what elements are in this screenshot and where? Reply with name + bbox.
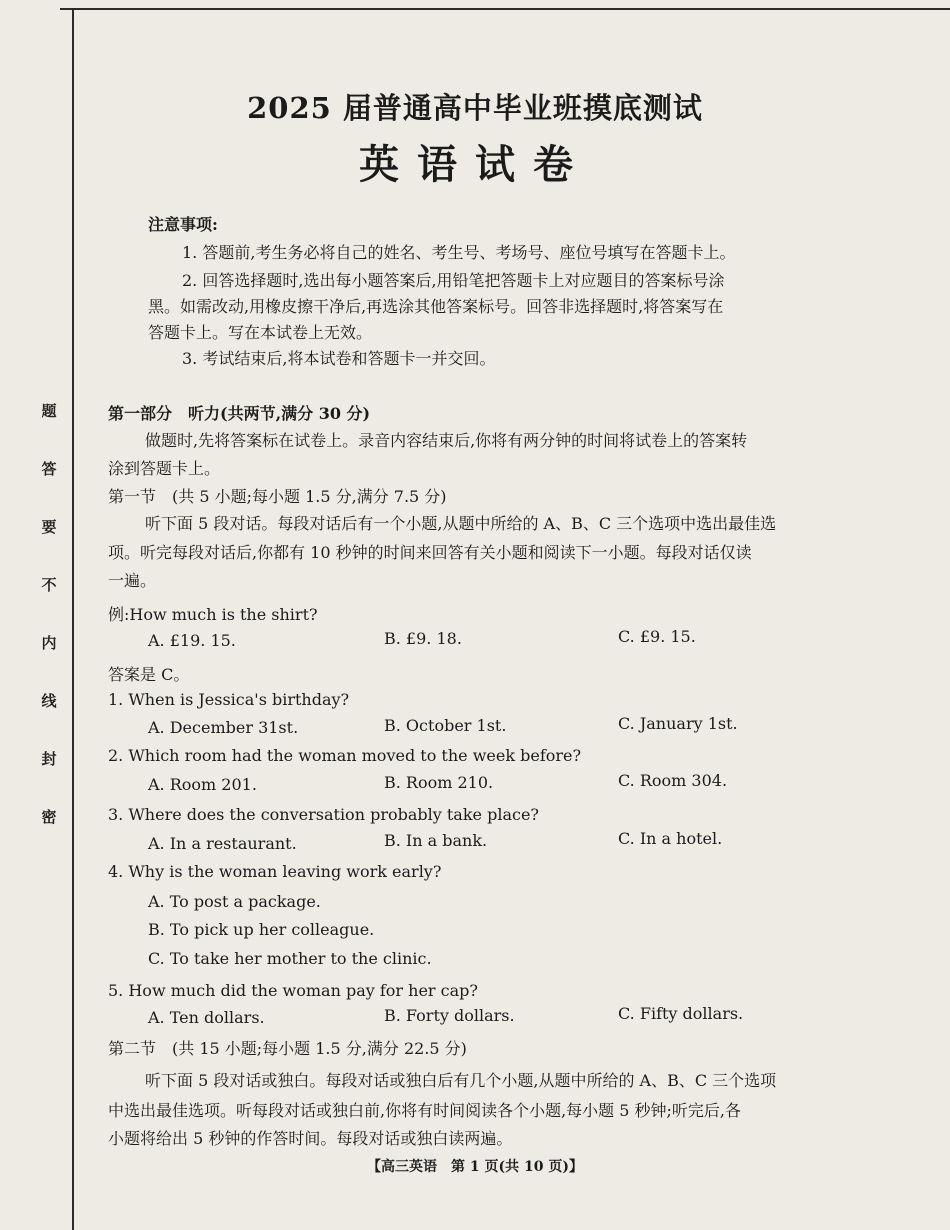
section2-instructions: 听下面 5 段对话或独白。每段对话或独白后有几个小题,从题中所给的 A、B、C 三个选项 xyxy=(145,1071,777,1090)
q5-option-b: B. Forty dollars. xyxy=(384,1006,515,1025)
seal-line-text xyxy=(34,400,64,864)
q2-option-b: B. Room 210. xyxy=(384,773,494,792)
seal-char: 内 xyxy=(41,634,57,652)
section1-heading: 第一节 (共 5 小题;每小题 1.5 分,满分 7.5 分) xyxy=(108,487,447,506)
part1-intro: 做题时,先将答案标在试卷上。录音内容结束后,你将有两分钟的时间将试卷上的答案转 xyxy=(145,431,748,450)
exam-subtitle: 英语试卷 xyxy=(359,141,591,188)
example-option-b: B. £9. 18. xyxy=(384,629,462,648)
seal-char: 答 xyxy=(41,460,57,478)
question-1: 1. When is Jessica's birthday? xyxy=(108,690,350,709)
example-option-c: C. £9. 15. xyxy=(618,627,696,646)
q3-option-a: A. In a restaurant. xyxy=(148,834,297,853)
q4-option-b: B. To pick up her colleague. xyxy=(148,920,375,939)
notice-item-2-cont: 黑。如需改动,用橡皮擦干净后,再选涂其他答案标号。回答非选择题时,将答案写在 xyxy=(148,297,724,316)
section1-instructions-cont: 项。听完每段对话后,你都有 10 秒钟的时间来回答有关小题和阅读下一小题。每段对话仅读 xyxy=(108,543,752,562)
q3-option-b: B. In a bank. xyxy=(384,831,488,850)
seal-char: 线 xyxy=(41,692,57,710)
q4-option-a: A. To post a package. xyxy=(148,892,321,911)
q1-option-b: B. October 1st. xyxy=(384,716,507,735)
binding-line xyxy=(72,8,74,1230)
q5-option-c: C. Fifty dollars. xyxy=(618,1004,744,1023)
question-4: 4. Why is the woman leaving work early? xyxy=(108,862,442,881)
notice-heading: 注意事项: xyxy=(148,215,218,234)
seal-char: 要 xyxy=(41,518,57,536)
q4-option-c: C. To take her mother to the clinic. xyxy=(148,949,432,968)
question-2: 2. Which room had the woman moved to the week before? xyxy=(108,746,582,765)
part1-intro-cont: 涂到答题卡上。 xyxy=(108,459,221,478)
section2-heading: 第二节 (共 15 小题;每小题 1.5 分,满分 22.5 分) xyxy=(108,1039,467,1058)
part1-heading: 第一部分 听力(共两节,满分 30 分) xyxy=(108,404,371,423)
section1-instructions: 听下面 5 段对话。每段对话后有一个小题,从题中所给的 A、B、C 三个选项中选出最佳选 xyxy=(145,514,777,533)
notice-item-3: 3. 考试结束后,将本试卷和答题卡一并交回。 xyxy=(182,349,496,368)
exam-title: 2025 届普通高中毕业班摸底测试 xyxy=(247,91,703,125)
example-answer: 答案是 C。 xyxy=(108,665,190,684)
section1-instructions-cont: 一遍。 xyxy=(108,571,157,590)
example-option-a: A. £19. 15. xyxy=(148,631,236,650)
notice-item-2: 2. 回答选择题时,选出每小题答案后,用铅笔把答题卡上对应题目的答案标号涂 xyxy=(182,271,725,290)
q5-option-a: A. Ten dollars. xyxy=(148,1008,265,1027)
example-question: 例:How much is the shirt? xyxy=(108,605,318,624)
seal-char: 封 xyxy=(41,750,57,768)
section2-instructions-cont: 小题将给出 5 秒钟的作答时间。每段对话或独白读两遍。 xyxy=(108,1129,513,1148)
notice-item-2-cont: 答题卡上。写在本试卷上无效。 xyxy=(148,323,373,342)
section2-instructions-cont: 中选出最佳选项。听每段对话或独白前,你将有时间阅读各个小题,每小题 5 秒钟;听完后,各 xyxy=(108,1101,742,1120)
top-border xyxy=(60,8,950,10)
question-3: 3. Where does the conversation probably take place? xyxy=(108,805,539,824)
page-footer: 【高三英语 第 1 页(共 10 页)】 xyxy=(367,1159,583,1175)
seal-char: 不 xyxy=(41,576,57,594)
q2-option-a: A. Room 201. xyxy=(148,775,257,794)
notice-item-1: 1. 答题前,考生务必将自己的姓名、考生号、考场号、座位号填写在答题卡上。 xyxy=(182,243,736,262)
seal-char: 题 xyxy=(41,402,57,420)
q1-option-c: C. January 1st. xyxy=(618,714,738,733)
q1-option-a: A. December 31st. xyxy=(148,718,299,737)
question-5: 5. How much did the woman pay for her cap? xyxy=(108,981,478,1000)
seal-char: 密 xyxy=(41,808,57,826)
q2-option-c: C. Room 304. xyxy=(618,771,728,790)
q3-option-c: C. In a hotel. xyxy=(618,829,723,848)
